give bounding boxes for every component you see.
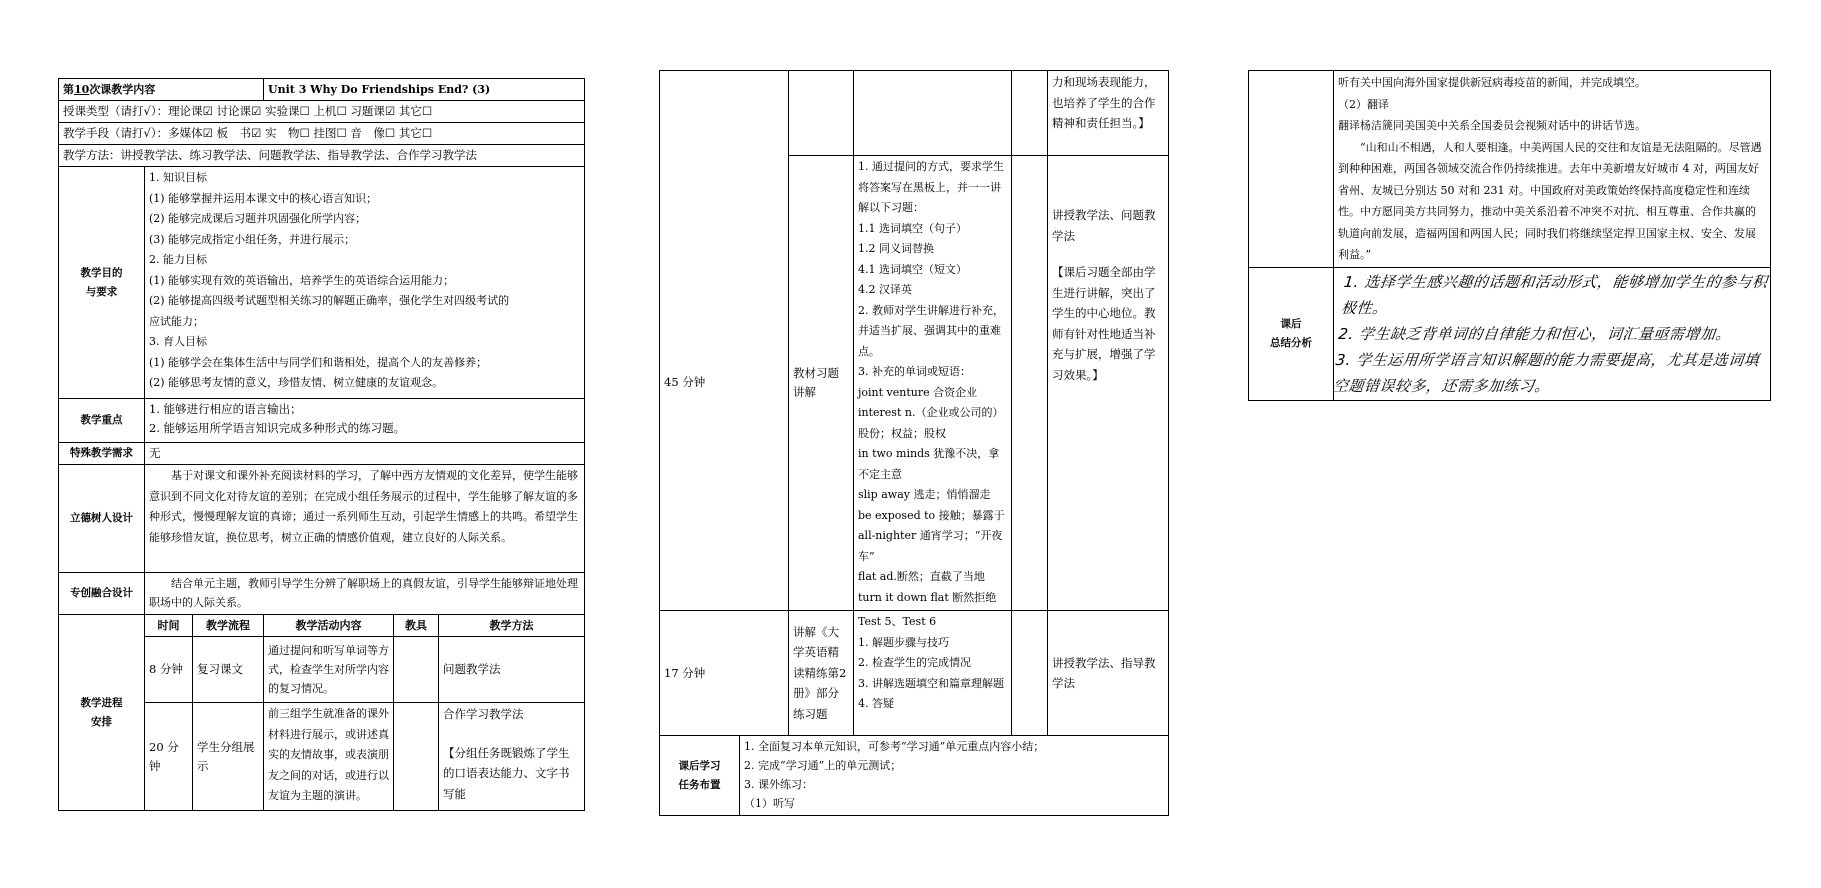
row-time: 45 分钟 (660, 156, 789, 611)
moral-design-label: 立德树人设计 (59, 465, 145, 573)
blank-label-cell (1249, 71, 1334, 268)
col-method: 教学方法 (439, 615, 585, 637)
col-time: 时间 (145, 615, 193, 637)
col-flow: 教学流程 (193, 615, 264, 637)
table-row (660, 71, 1169, 156)
lesson-number: 10 (74, 83, 90, 96)
table-row (660, 611, 1169, 736)
summary-label: 课后 总结分析 (1249, 267, 1334, 400)
method-note-continued: 力和现场表现能力，也培养了学生的合作精神和责任担当。】 (1048, 71, 1169, 156)
row-tool (1012, 611, 1048, 736)
goals-row (59, 167, 585, 399)
blank-cell (854, 71, 1012, 156)
row-content: 前三组学生就准备的课外材料进行展示，或讲述真实的友情故事，或表演朋友之间的对话，或进行以友谊为主题的演讲。 (264, 703, 394, 811)
row-flow: 教材习题讲解 (789, 156, 854, 611)
goals-content: 1. 知识目标 (1) 能够掌握并运用本课文中的核心语言知识； (2) 能够完成课后习题并巩固强化所学内容； (3) 能够完成指定小组任务，并进行展示； 2. 能力目标 (1) 能够实现有效的英语输出，培养学生的英语综合运用能力； (2) 能够提高四级考试题型相关练习的解题正确率，强化学生对四级考试的 应试能力； 3. 育人目标 (1) 能够学会在集体生活中与同学们和谐相处，提高个人的友善修养； (2) 能够思考友情的意义，珍惜友情、树立健康的友谊观念。 (145, 167, 585, 399)
teaching-means: 教学手段（请打√）：多媒体☑ 板 书☑ 实 物☐ 挂图☐ 音 像☐ 其它☐ (59, 123, 585, 145)
homework-continued-row (1249, 71, 1771, 268)
page-3 (1248, 70, 1770, 401)
row-time: 20 分钟 (145, 703, 193, 811)
homework-continued: 听有关中国向海外国家提供新冠病毒疫苗的新闻，并完成填空。 （2）翻译 翻译杨洁篪同美国美中关系全国委员会视频对话中的讲话节选。 “山和山不相遇，人和人要相逢。中美两国人民的交往和友谊是无法阻隔的。尽管遇到种种困难，两国各领域交流合作仍持续推进。去年中美新增友好城市 4 对，两国友好省州、友城已分别达 50 对和 231 对。中国政府对美政策始终保持高度稳定性和连续性。中方愿同美方共同努力，推动中美关系沿着不冲突不对抗、相互尊重、合作共赢的轨道向前发展，造福两国和两国人民；同时我们将继续坚定捍卫国家主权、安全、发展利益。” (1334, 71, 1771, 268)
row-tool (394, 637, 439, 703)
page-1 (58, 78, 584, 811)
row-content: 通过提问和听写单词等方式，检查学生对所学内容的复习情况。 (264, 637, 394, 703)
integration-design-label: 专创融合设计 (59, 573, 145, 615)
row-method: 问题教学法 (439, 637, 585, 703)
integration-design: 结合单元主题，教师引导学生分辨了解职场上的真假友谊，引导学生能够辩证地处理职场中的人际关系。 (145, 573, 585, 615)
lesson-number-cell (59, 79, 264, 101)
special-needs: 无 (145, 443, 585, 465)
row-method: 讲授教学法、问题教学法 【课后习题全部由学生进行讲解，突出了学生的中心地位。教师有针对性地适当补充与扩展，增强了学习效果。】 (1048, 156, 1169, 611)
summary-row (1249, 267, 1771, 400)
header-row (59, 79, 585, 101)
key-points-label: 教学重点 (59, 399, 145, 443)
homework-row (660, 736, 1169, 816)
page-2 (659, 70, 1168, 816)
process-header-row (59, 615, 585, 637)
teaching-methods: 教学方法：讲授教学法、练习教学法、问题教学法、指导教学法、合作学习教学法 (59, 145, 585, 167)
handwritten-summary: 1. 选择学生感兴趣的话题和活动形式，能够增加学生的参与积极性。 2. 学生缺乏背单词的自律能力和恒心，词汇量亟需增加。 3. 学生运用所学语言知识解题的能力需要提高，尤其是选词填空题错误较多，还需多加练习。 (1327, 267, 1778, 400)
col-content: 教学活动内容 (264, 615, 394, 637)
row-method: 讲授教学法、指导教学法 (1048, 611, 1169, 736)
key-points: 1. 能够进行相应的语言输出； 2. 能够运用所学语言知识完成多种形式的练习题。 (145, 399, 585, 443)
special-needs-label: 特殊教学需求 (59, 443, 145, 465)
goals-label: 教学目的 与要求 (59, 167, 145, 399)
row-time: 8 分钟 (145, 637, 193, 703)
row-flow: 学生分组展示 (193, 703, 264, 811)
unit-title: Unit 3 Why Do Friendships End? (3) (264, 79, 585, 101)
row-tool (394, 703, 439, 811)
course-type: 授课类型（请打√）：理论课☑ 讨论课☑ 实验课☐ 上机☐ 习题课☑ 其它☐ (59, 101, 585, 123)
process-label: 教学进程 安排 (59, 615, 145, 811)
row-content: Test 5、Test 6 1. 解题步骤与技巧 2. 检查学生的完成情况 3. 讲解选题填空和篇章理解题 4. 答疑 (854, 611, 1012, 736)
homework-content: 1. 全面复习本单元知识，可参考“学习通”单元重点内容小结； 2. 完成“学习通”上的单元测试； 3. 课外练习： （1）听写 (740, 736, 1169, 816)
row-time: 17 分钟 (660, 611, 789, 736)
row-tool (1012, 156, 1048, 611)
row-flow: 复习课文 (193, 637, 264, 703)
row-method: 合作学习教学法 【分组任务既锻炼了学生的口语表达能力、文字书写能 (439, 703, 585, 811)
lesson-plan-table-continued (659, 70, 1169, 816)
lesson-number-suffix: 次课教学内容 (89, 83, 156, 96)
lesson-number-prefix: 第 (63, 83, 74, 96)
col-tool: 教具 (394, 615, 439, 637)
lesson-plan-table (58, 78, 585, 811)
row-content: 1. 通过提问的方式，要求学生将答案写在黑板上，并一一讲解以下习题： 1.1 选词填空（句子） 1.2 同义词替换 4.1 选词填空（短文） 4.2 汉译英 2. 教师对学生讲解进行补充，并适当扩展、强调其中的重难点。 3. 补充的单词或短语： joint venture 合资企业 interest n.（企业或公司的）股份；权益；股权 in two minds 犹豫不决，拿不定主意 slip away 逃走；悄悄溜走 be exposed to 接触；暴露于 all-nighter 通宵学习；“开夜车” flat ad.断然；直截了当地 turn it down flat 断然拒绝 (854, 156, 1012, 611)
blank-cell (1012, 71, 1048, 156)
lesson-plan-table-final (1248, 70, 1771, 401)
blank-cell (660, 71, 789, 156)
homework-label: 课后学习 任务布置 (660, 736, 740, 816)
blank-cell (789, 71, 854, 156)
table-row (660, 156, 1169, 611)
row-flow: 讲解《大学英语精读精练第2册》部分练习题 (789, 611, 854, 736)
moral-design: 基于对课文和课外补充阅读材料的学习，了解中西方友情观的文化差异，使学生能够意识到不同文化对待友谊的差别；在完成小组任务展示的过程中，学生能够了解友谊的多种形式，慢慢理解友谊的真谛；通过一系列师生互动，引起学生情感上的共鸣。希望学生能够珍惜友谊，换位思考，树立正确的情感价值观，建立良好的人际关系。 (145, 465, 585, 573)
